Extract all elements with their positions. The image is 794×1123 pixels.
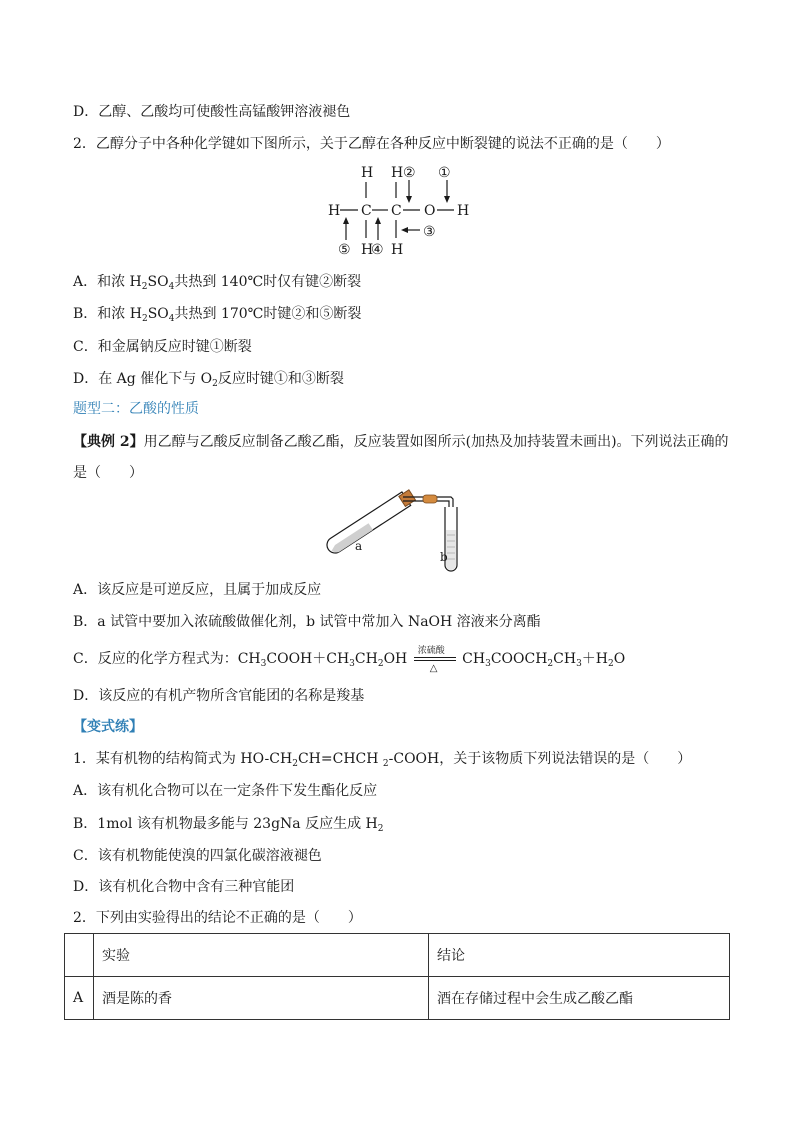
label-5: ⑤ — [338, 242, 351, 258]
label-a: a — [355, 539, 363, 553]
question-2-option-c: C．和金属钠反应时键①断裂 — [73, 339, 252, 355]
ethanol-bond-diagram — [320, 160, 480, 260]
table-cell: 酒是陈的香 — [94, 977, 429, 1020]
example-2-option-d: D．该反应的有机产物所含官能团的名称是羧基 — [73, 688, 365, 704]
table-cell: 酒在存储过程中会生成乙酸乙酯 — [429, 977, 730, 1020]
question-2-option-a: A．和浓 $H_2SO_4$共热到 140℃时仅有键②断裂 — [73, 274, 362, 292]
label-b: b — [440, 550, 448, 564]
option-prev-d: D．乙醇、乙酸均可使酸性高锰酸钾溶液褪色 — [73, 104, 351, 120]
example-2-option-a: A．该反应是可逆反应，且属于加成反应 — [73, 582, 322, 598]
section-title-type2: 题型二：乙酸的性质 — [73, 401, 199, 417]
label-4: ④ — [371, 242, 384, 258]
table-header-cell: 结论 — [429, 934, 730, 977]
atom-o: O — [424, 203, 436, 219]
esterification-apparatus — [325, 485, 475, 575]
label-3: ③ — [423, 224, 436, 240]
label-2: ② — [403, 165, 416, 181]
question-2-option-b: B．和浓 $H_2SO_4$共热到 170℃时键②和⑤断裂 — [73, 306, 362, 324]
variant-1-stem: 1．某有机物的结构简式为 $HO-CH_2CH=CHCH$ $_2$-COOH，关于该物质下列说法错误的是（ ） — [73, 751, 692, 769]
table-row — [65, 977, 730, 1020]
example-2-stem: 【典例 2】用乙醇与乙酸反应制备乙酸乙酯，反应装置如图所示(加热及加持装置未画出)。下列说法正确的 — [73, 434, 729, 450]
section-title-variant: 【变式练】 — [73, 719, 143, 735]
atom-h: H — [457, 203, 470, 219]
reaction-condition: 浓硫酸 △ — [412, 649, 458, 669]
table-header-cell — [65, 934, 94, 977]
atom-h: H — [328, 203, 341, 219]
example-2-option-b: B．a 试管中要加入浓硫酸做催化剂，b 试管中常加入 NaOH 溶液来分离酯 — [73, 614, 541, 630]
atom-h: H — [391, 242, 404, 258]
variant-1-option-c: C．该有机物能使溴的四氯化碳溶液褪色 — [73, 848, 322, 864]
question-2-stem: 2．乙醇分子中各种化学键如下图所示，关于乙醇在各种反应中断裂键的说法不正确的是（ ） — [73, 136, 670, 152]
atom-h: H — [391, 165, 404, 181]
experiment-table — [64, 933, 730, 1020]
table-cell: A — [65, 977, 94, 1020]
variant-1-option-a: A．该有机化合物可以在一定条件下发生酯化反应 — [73, 783, 378, 799]
question-2-option-d: D．在 Ag 催化下与 $O_2$反应时键①和③断裂 — [73, 371, 344, 389]
atom-h: H — [361, 165, 374, 181]
atom-c: C — [361, 203, 372, 219]
table-header-row — [65, 934, 730, 977]
variant-1-option-d: D．该有机化合物中含有三种官能团 — [73, 879, 295, 895]
atom-c: C — [391, 203, 402, 219]
variant-1-option-b: B．1mol 该有机物最多能与 23gNa 反应生成 $H_2$ — [73, 816, 384, 834]
table-header-cell: 实验 — [94, 934, 429, 977]
atom-h: H — [361, 242, 374, 258]
variant-2-stem: 2．下列由实验得出的结论不正确的是（ ） — [73, 910, 362, 926]
example-2-option-c: C．反应的化学方程式为：$CH_3COOH+CH_3CH_2OH$ 浓硫酸 △ $CH_3COOCH_2CH_3+H_2O$ — [73, 646, 626, 674]
example-2-stem-cont: 是（ ） — [73, 465, 143, 481]
label-1: ① — [438, 165, 451, 181]
